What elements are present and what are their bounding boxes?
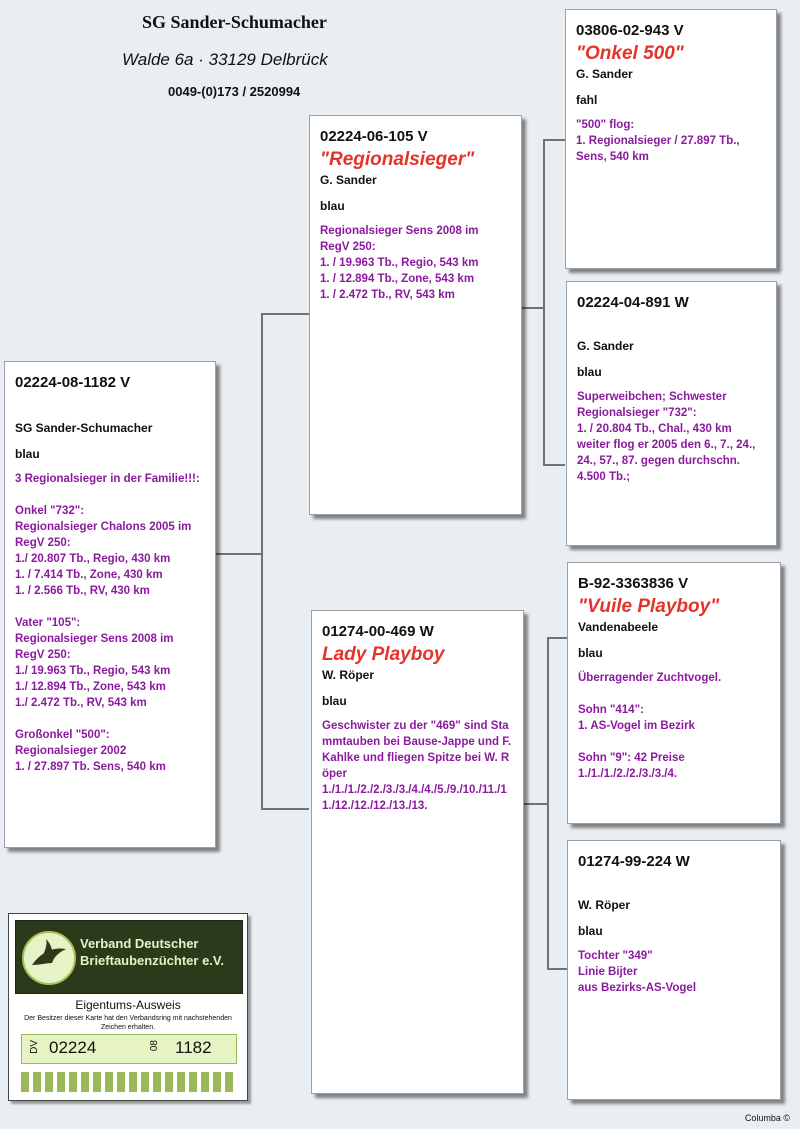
- loft-address: Walde 6a · 33129 Delbrück: [122, 50, 328, 69]
- security-pattern: [21, 1072, 235, 1092]
- performance-notes: "500" flog: 1. Regionalsieger / 27.897 Tb., Sens, 540 km: [576, 119, 740, 163]
- ring-year: 08: [149, 1040, 160, 1052]
- pigeon-color: blau: [322, 694, 347, 708]
- breeder-name: W. Röper: [578, 898, 631, 912]
- connector-sire-vertical: [543, 139, 545, 466]
- connector-to-dam-sire: [547, 637, 567, 639]
- breeder-name: G. Sander: [577, 339, 634, 353]
- ring-number: B-92-3363836 V: [578, 575, 689, 592]
- pedigree-card-sire-sire: [565, 9, 777, 269]
- performance-notes: 3 Regionalsieger in der Familie!!!: Onkel "732": Regionalsieger Chalons 2005 im RegV 250: 1./ 20.807 Tb., Regio, 430 km 1. / 7.414 Tb., Zone, 430 km 1. / 2.566 Tb., RV, 430 km Vater "105": Regionalsieger Sens 2008 im RegV 250: 1./ 19.963 Tb., Regio, 543 km 1./ 12.894 Tb., Zone, 543 km 1./ 2.472 Tb., RV, 543 km Großonkel "500": Regionalsieger 2002 1. / 27.897 Tb. Sens, 540 km: [15, 473, 200, 773]
- pigeon-color: blau: [578, 924, 603, 938]
- performance-notes: Regionalsieger Sens 2008 im RegV 250: 1. / 19.963 Tb., Regio, 543 km 1. / 12.894 Tb., Zone, 543 km 1. / 2.472 Tb., RV, 543 km: [320, 225, 479, 301]
- pigeon-color: fahl: [576, 93, 598, 107]
- ownership-card: [8, 913, 248, 1101]
- ring-number: 02224-04-891 W: [577, 294, 689, 311]
- connector-main-stem: [216, 553, 262, 555]
- pedigree-card-sire-dam: [566, 281, 777, 546]
- performance-notes: Überragender Zuchtvogel. Sohn "414": 1. AS-Vogel im Bezirk Sohn "9": 42 Preise 1./1./1./2./2./3./3./4.: [578, 672, 722, 780]
- ring-number: 02224-06-105 V: [320, 128, 428, 145]
- breeder-name: SG Sander-Schumacher: [15, 421, 153, 435]
- performance-notes: Geschwister zu der "469" sind Stammtauben bei Bause-Jappe und F. Kahlke und fliegen Spitze bei W. Röper 1./1./1./2./2./3./3./4./4./5./9./10./11./11./12./12./12./13./13.: [322, 720, 512, 812]
- ownership-note: Der Besitzer dieser Karte hat den Verbandsring mit nachstehenden Zeichen erhalten.: [24, 1015, 232, 1031]
- dove-logo-icon: [22, 931, 76, 985]
- pedigree-card-main: [4, 361, 216, 848]
- connector-to-sire-sire: [543, 139, 565, 141]
- ring-number: 01274-99-224 W: [578, 853, 690, 870]
- pedigree-card-sire: [309, 115, 522, 515]
- connector-sire-stem: [522, 307, 545, 309]
- pedigree-card-dam: [311, 610, 524, 1094]
- pedigree-card-dam-dam: [567, 840, 781, 1100]
- connector-to-dam: [261, 808, 309, 810]
- pigeon-nickname: Lady Playboy: [322, 644, 445, 665]
- breeder-name: Vandenabeele: [578, 620, 659, 634]
- ownership-title: Eigentums-Ausweis: [75, 998, 181, 1012]
- association-banner: [15, 920, 243, 994]
- pigeon-nickname: "Vuile Playboy": [578, 596, 720, 617]
- ring-number: 03806-02-943 V: [576, 22, 684, 39]
- pigeon-color: blau: [578, 646, 603, 660]
- connector-dam-stem: [524, 803, 549, 805]
- association-name-line1: Verband Deutscher: [80, 936, 199, 951]
- loft-name: SG Sander-Schumacher: [142, 12, 327, 32]
- connector-to-sire: [261, 313, 309, 315]
- columba-credit: Columba ©: [744, 1113, 790, 1123]
- pigeon-color: blau: [577, 365, 602, 379]
- ring-number: 01274-00-469 W: [322, 623, 434, 640]
- connector-gen1-vertical: [261, 313, 263, 810]
- performance-notes: Tochter "349" Linie Bijter aus Bezirks-AS-Vogel: [578, 950, 697, 994]
- performance-notes: Superweibchen; Schwester Regionalsieger "732": 1. / 20.804 Tb., Chal., 430 km weiter flog er 2005 den 6., 7., 24., 24., 57., 87. gegen durchschn. 4.500 Tb.;: [577, 391, 756, 483]
- breeder-name: G. Sander: [576, 67, 633, 81]
- pigeon-nickname: "Regionalsieger": [320, 149, 475, 170]
- ring-number: 02224-08-1182 V: [15, 374, 131, 391]
- connector-to-sire-dam: [543, 464, 565, 466]
- pedigree-card-dam-sire: [567, 562, 781, 824]
- ring-serial: 1182: [175, 1038, 212, 1057]
- club-number: 02224: [49, 1038, 97, 1057]
- breeder-name: G. Sander: [320, 173, 377, 187]
- pigeon-color: blau: [320, 199, 345, 213]
- pigeon-color: blau: [15, 447, 40, 461]
- association-name-line2: Brieftaubenzüchter e.V.: [80, 953, 225, 968]
- dv-label: DV: [29, 1040, 40, 1054]
- loft-phone: 0049-(0)173 / 2520994: [168, 84, 301, 99]
- breeder-name: W. Röper: [322, 668, 375, 682]
- connector-dam-vertical: [547, 637, 549, 970]
- connector-to-dam-dam: [547, 968, 567, 970]
- pigeon-nickname: "Onkel 500": [576, 43, 684, 64]
